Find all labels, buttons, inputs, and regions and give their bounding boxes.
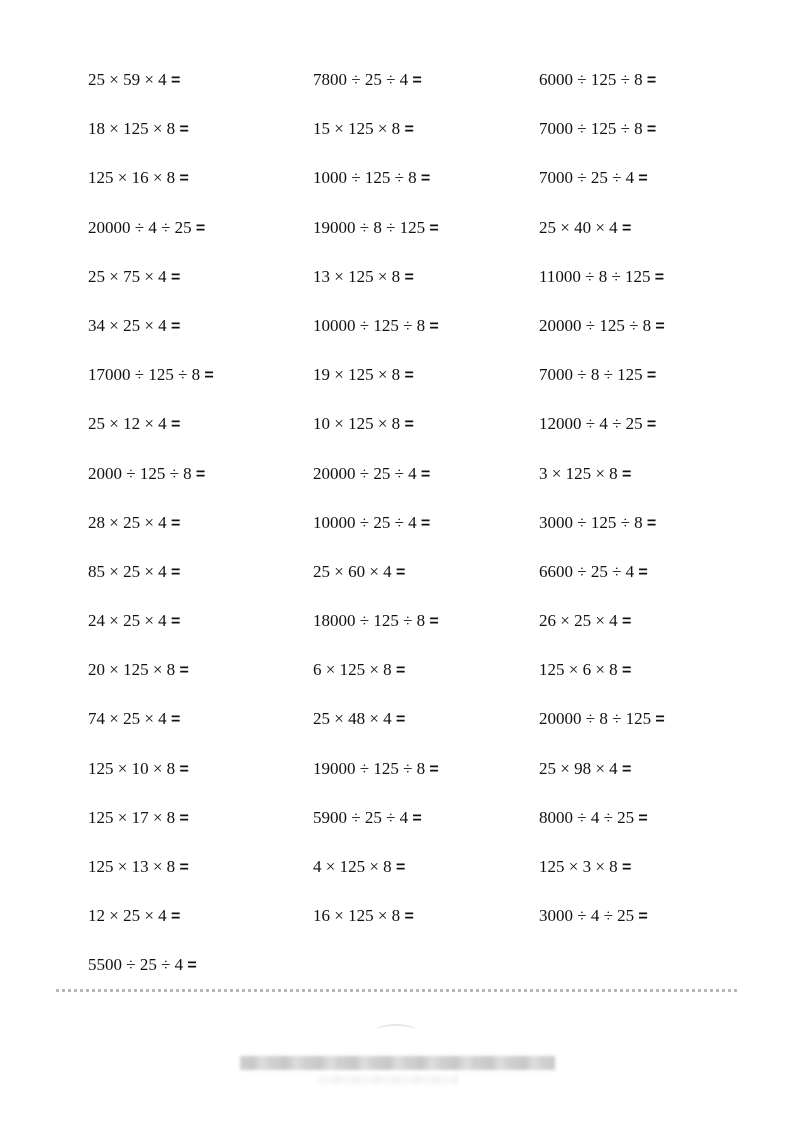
equals-sign: =	[195, 219, 206, 237]
problem-expression: 18000 ÷ 125 ÷ 8	[313, 611, 426, 631]
equals-sign: =	[179, 809, 189, 827]
problem-expression: 16 × 125 × 8	[313, 906, 401, 926]
problem-expression: 3000 ÷ 125 ÷ 8	[539, 512, 643, 532]
problem-expression: 18 × 125 × 8	[88, 119, 176, 139]
equals-sign: =	[170, 72, 181, 89]
math-problem	[88, 361, 313, 410]
problem-expression: 10 × 125 × 8	[313, 414, 401, 434]
equals-sign: =	[638, 908, 648, 926]
math-problem	[313, 312, 539, 361]
equals-sign: =	[429, 317, 439, 335]
equals-sign: =	[179, 121, 189, 139]
problem-expression: 85 × 25 × 4	[88, 561, 167, 581]
equals-sign: =	[429, 613, 439, 631]
math-problem	[539, 115, 728, 164]
equals-sign: =	[404, 416, 414, 434]
equals-sign: =	[395, 563, 406, 581]
math-problem	[313, 115, 539, 164]
equals-sign: =	[170, 514, 181, 532]
math-problem	[313, 705, 539, 754]
problem-expression: 28 × 25 × 4	[88, 512, 167, 532]
math-problem	[88, 410, 313, 459]
problem-expression: 1000 ÷ 125 ÷ 8	[313, 168, 417, 188]
math-problem	[313, 607, 539, 656]
problem-grid	[88, 66, 728, 1001]
problem-expression: 125 × 16 × 8	[88, 168, 176, 188]
equals-sign: =	[404, 367, 414, 385]
math-problem	[539, 558, 728, 607]
math-problem	[88, 460, 313, 509]
equals-sign: =	[621, 465, 632, 483]
problem-expression: 7000 ÷ 25 ÷ 4	[539, 168, 635, 188]
math-problem	[539, 804, 728, 853]
problem-expression: 7800 ÷ 25 ÷ 4	[313, 70, 409, 89]
equals-sign: =	[646, 514, 657, 532]
problem-expression: 25 × 59 × 4	[88, 70, 167, 89]
equals-sign: =	[646, 367, 657, 385]
equals-sign: =	[420, 170, 431, 188]
equals-sign: =	[655, 711, 665, 729]
equals-sign: =	[170, 416, 181, 434]
math-problem	[539, 755, 728, 804]
equals-sign: =	[621, 613, 632, 631]
equals-sign: =	[170, 711, 181, 729]
math-problem	[88, 853, 313, 902]
problem-expression: 5900 ÷ 25 ÷ 4	[313, 807, 409, 827]
problem-expression: 19000 ÷ 125 ÷ 8	[313, 758, 426, 778]
problem-expression: 12 × 25 × 4	[88, 906, 167, 926]
problem-expression: 20000 ÷ 8 ÷ 125	[539, 709, 652, 729]
equals-sign: =	[179, 859, 189, 876]
equals-sign: =	[420, 465, 431, 483]
problem-expression: 25 × 98 × 4	[539, 758, 618, 778]
math-problem	[313, 902, 539, 951]
problem-expression: 5500 ÷ 25 ÷ 4	[88, 955, 184, 975]
equals-sign: =	[429, 219, 439, 237]
problem-expression: 24 × 25 × 4	[88, 611, 167, 631]
equals-sign: =	[638, 563, 648, 581]
math-problem	[539, 214, 728, 263]
equals-sign: =	[204, 367, 214, 385]
math-problem	[88, 755, 313, 804]
problem-expression: 25 × 40 × 4	[539, 217, 618, 237]
equals-sign: =	[395, 711, 406, 729]
math-problem	[313, 460, 539, 509]
equals-sign: =	[179, 662, 189, 680]
equals-sign: =	[170, 317, 181, 335]
math-problem	[539, 164, 728, 213]
problem-expression: 11000 ÷ 8 ÷ 125	[539, 266, 651, 286]
problem-expression: 34 × 25 × 4	[88, 315, 167, 335]
math-problem	[88, 902, 313, 951]
equals-sign: =	[429, 760, 439, 778]
math-problem	[539, 460, 728, 509]
math-problem	[539, 66, 728, 115]
problem-expression: 15 × 125 × 8	[313, 119, 401, 139]
equals-sign: =	[404, 908, 414, 926]
footer-blurred-text	[240, 1056, 555, 1070]
math-problem	[539, 705, 728, 754]
problem-expression: 25 × 60 × 4	[313, 561, 392, 581]
equals-sign: =	[404, 121, 414, 139]
math-problem	[88, 705, 313, 754]
equals-sign: =	[654, 268, 665, 286]
dotted-divider	[56, 989, 737, 992]
equals-sign: =	[170, 268, 181, 286]
problem-expression: 125 × 17 × 8	[88, 807, 176, 827]
math-problem	[88, 509, 313, 558]
equals-sign: =	[412, 72, 422, 89]
problem-expression: 3000 ÷ 4 ÷ 25	[539, 906, 635, 926]
math-problem	[313, 656, 539, 705]
problem-expression: 125 × 13 × 8	[88, 857, 176, 876]
math-problem	[88, 656, 313, 705]
problem-expression: 4 × 125 × 8	[313, 857, 392, 876]
math-problem	[313, 509, 539, 558]
math-problem	[313, 755, 539, 804]
math-problem	[539, 509, 728, 558]
equals-sign: =	[646, 121, 657, 139]
problem-expression: 3 × 125 × 8	[539, 463, 618, 483]
problem-expression: 12000 ÷ 4 ÷ 25	[539, 414, 643, 434]
math-problem	[539, 312, 728, 361]
math-problem	[313, 804, 539, 853]
math-problem	[539, 607, 728, 656]
problem-expression: 6 × 125 × 8	[313, 660, 392, 680]
problem-expression: 6600 ÷ 25 ÷ 4	[539, 561, 635, 581]
problem-expression: 25 × 48 × 4	[313, 709, 392, 729]
equals-sign: =	[412, 809, 422, 827]
problem-expression: 10000 ÷ 125 ÷ 8	[313, 315, 426, 335]
problem-expression: 17000 ÷ 125 ÷ 8	[88, 365, 201, 385]
equals-sign: =	[420, 514, 431, 532]
math-problem	[88, 804, 313, 853]
equals-sign: =	[395, 662, 406, 680]
math-problem	[313, 66, 539, 115]
equals-sign: =	[638, 809, 648, 827]
equals-sign: =	[187, 957, 197, 975]
math-problem	[88, 66, 313, 115]
math-problem	[88, 263, 313, 312]
math-problem	[539, 410, 728, 459]
problem-expression: 125 × 10 × 8	[88, 758, 176, 778]
equals-sign: =	[646, 72, 657, 89]
problem-expression: 125 × 6 × 8	[539, 660, 618, 680]
math-problem	[313, 263, 539, 312]
equals-sign: =	[655, 317, 665, 335]
problem-expression: 7000 ÷ 8 ÷ 125	[539, 365, 643, 385]
equals-sign: =	[170, 563, 181, 581]
problem-expression: 10000 ÷ 25 ÷ 4	[313, 512, 417, 532]
problem-expression: 20 × 125 × 8	[88, 660, 176, 680]
equals-sign: =	[179, 170, 189, 188]
equals-sign: =	[179, 760, 189, 778]
math-problem	[88, 607, 313, 656]
problem-expression: 125 × 3 × 8	[539, 857, 618, 876]
problem-expression: 13 × 125 × 8	[313, 266, 401, 286]
problem-expression: 19 × 125 × 8	[313, 365, 401, 385]
equals-sign: =	[404, 268, 414, 286]
math-problem	[539, 902, 728, 951]
math-problem	[539, 361, 728, 410]
equals-sign: =	[170, 613, 181, 631]
footer-blurred-subtext	[318, 1076, 458, 1084]
math-problem	[539, 853, 728, 902]
problem-expression: 26 × 25 × 4	[539, 611, 618, 631]
problem-expression: 74 × 25 × 4	[88, 709, 167, 729]
equals-sign: =	[621, 760, 632, 778]
problem-expression: 20000 ÷ 4 ÷ 25	[88, 217, 192, 237]
equals-sign: =	[395, 859, 406, 876]
math-problem	[88, 558, 313, 607]
equals-sign: =	[646, 416, 657, 434]
math-problem	[313, 164, 539, 213]
problem-expression: 6000 ÷ 125 ÷ 8	[539, 70, 643, 89]
math-problem	[88, 312, 313, 361]
equals-sign: =	[621, 859, 632, 876]
problem-expression: 20000 ÷ 25 ÷ 4	[313, 463, 417, 483]
problem-expression: 25 × 75 × 4	[88, 266, 167, 286]
math-problem	[88, 164, 313, 213]
math-problem	[88, 115, 313, 164]
math-problem	[88, 951, 313, 1000]
problem-expression: 25 × 12 × 4	[88, 414, 167, 434]
equals-sign: =	[621, 219, 632, 237]
problem-expression: 20000 ÷ 125 ÷ 8	[539, 315, 652, 335]
equals-sign: =	[621, 662, 632, 680]
equals-sign: =	[170, 908, 181, 926]
math-problem	[539, 263, 728, 312]
problem-expression: 19000 ÷ 8 ÷ 125	[313, 217, 426, 237]
math-problem	[539, 656, 728, 705]
math-problem	[313, 361, 539, 410]
math-problem	[313, 853, 539, 902]
problem-expression: 7000 ÷ 125 ÷ 8	[539, 119, 643, 139]
math-problem	[313, 558, 539, 607]
math-problem	[313, 410, 539, 459]
equals-sign: =	[195, 465, 206, 483]
equals-sign: =	[638, 170, 648, 188]
math-problem	[313, 214, 539, 263]
math-problem	[88, 214, 313, 263]
footer-logo-arc	[376, 1024, 416, 1036]
problem-expression: 8000 ÷ 4 ÷ 25	[539, 807, 635, 827]
problem-expression: 2000 ÷ 125 ÷ 8	[88, 463, 192, 483]
